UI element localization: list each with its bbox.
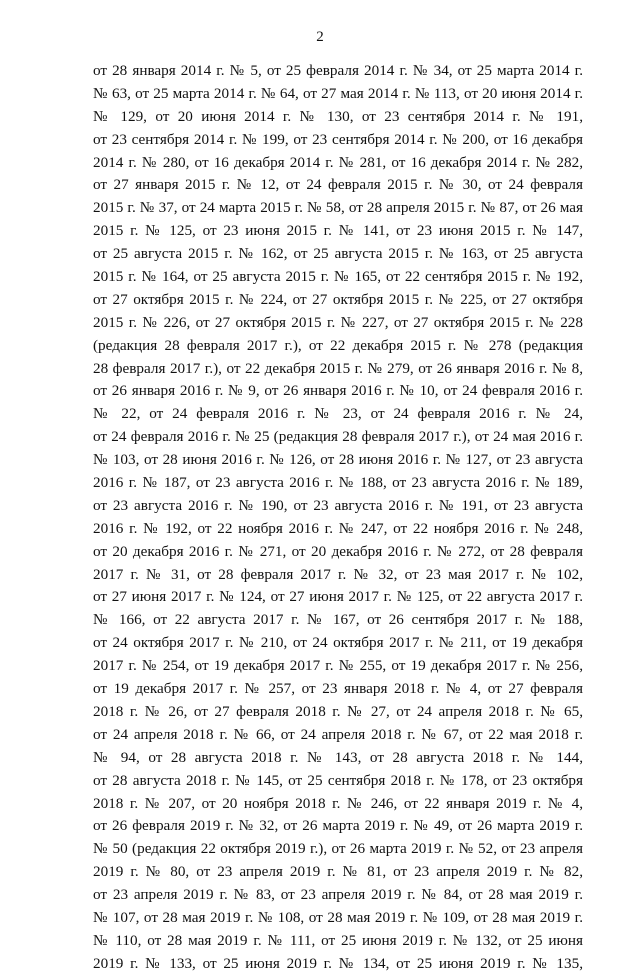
body-text	[93, 60, 583, 976]
text-line: от 27 июня 2017 г. № 124, от 27 июня 2017 г. № 125, от 22 августа 2017 г.	[93, 588, 583, 606]
text-line: от 19 декабря 2017 г. № 257, от 23 января 2018 г. № 4, от 27 февраля	[93, 680, 583, 698]
text-line: № 129, от 20 июня 2014 г. № 130, от 23 сентября 2014 г. № 191,	[93, 107, 583, 125]
text-line: (редакция 28 февраля 2017 г.), от 22 декабря 2015 г. № 278 (редакция	[93, 336, 583, 354]
text-line: от 28 января 2014 г. № 5, от 25 февраля 2014 г. № 34, от 25 марта 2014 г.	[93, 62, 583, 79]
text-line: 2015 г. № 37, от 24 марта 2015 г. № 58, от 28 апреля 2015 г. № 87, от 26 мая	[93, 199, 583, 217]
text-line: 2019 г. № 133, от 25 июня 2019 г. № 134, от 25 июня 2019 г. № 135,	[93, 954, 583, 972]
text-line: от 23 сентября 2014 г. № 199, от 23 сентября 2014 г. № 200, от 16 декабря	[93, 130, 583, 148]
text-line: 2016 г. № 187, от 23 августа 2016 г. № 188, от 23 августа 2016 г. № 189,	[93, 474, 583, 492]
text-line: 2018 г. № 207, от 20 ноября 2018 г. № 246, от 22 января 2019 г. № 4,	[93, 794, 583, 812]
text-line: от 24 апреля 2018 г. № 66, от 24 апреля 2018 г. № 67, от 22 мая 2018 г.	[93, 725, 583, 743]
text-line: 2016 г. № 192, от 22 ноября 2016 г. № 247, от 22 ноября 2016 г. № 248,	[93, 519, 583, 537]
text-line: от 27 октября 2015 г. № 224, от 27 октября 2015 г. № 225, от 27 октября	[93, 290, 583, 308]
text-line: 2018 г. № 26, от 27 февраля 2018 г. № 27, от 24 апреля 2018 г. № 65,	[93, 702, 583, 720]
text-line: от 25 августа 2015 г. № 162, от 25 августа 2015 г. № 163, от 25 августа	[93, 245, 583, 263]
text-line: 2015 г. № 164, от 25 августа 2015 г. № 165, от 22 сентября 2015 г. № 192,	[93, 268, 583, 286]
text-line: 2019 г. № 80, от 23 апреля 2019 г. № 81, от 23 апреля 2019 г. № 82,	[93, 863, 583, 881]
text-line: 2017 г. № 31, от 28 февраля 2017 г. № 32, от 23 мая 2017 г. № 102,	[93, 565, 583, 583]
text-line: № 107, от 28 мая 2019 г. № 108, от 28 мая 2019 г. № 109, от 28 мая 2019 г.	[93, 908, 583, 926]
text-line: от 24 октября 2017 г. № 210, от 24 октября 2017 г. № 211, от 19 декабря	[93, 634, 583, 652]
text-line: № 50 (редакция 22 октября 2019 г.), от 26 марта 2019 г. № 52, от 23 апреля	[93, 840, 583, 858]
text-line: 28 февраля 2017 г.), от 22 декабря 2015 г. № 279, от 26 января 2016 г. № 8,	[93, 359, 583, 377]
text-line: № 22, от 24 февраля 2016 г. № 23, от 24 февраля 2016 г. № 24,	[93, 405, 583, 423]
text-line: от 23 августа 2016 г. № 190, от 23 августа 2016 г. № 191, от 23 августа	[93, 496, 583, 514]
text-line: от 26 февраля 2019 г. № 32, от 26 марта 2019 г. № 49, от 26 марта 2019 г.	[93, 817, 583, 835]
text-line: № 110, от 28 мая 2019 г. № 111, от 25 июня 2019 г. № 132, от 25 июня	[93, 931, 583, 949]
page-number: 2	[316, 29, 324, 45]
text-line: 2015 г. № 125, от 23 июня 2015 г. № 141, от 23 июня 2015 г. № 147,	[93, 222, 583, 240]
text-line: от 26 января 2016 г. № 9, от 26 января 2016 г. № 10, от 24 февраля 2016 г.	[93, 382, 583, 400]
text-line: № 166, от 22 августа 2017 г. № 167, от 26 сентября 2017 г. № 188,	[93, 611, 583, 629]
text-line: от 27 января 2015 г. № 12, от 24 февраля 2015 г. № 30, от 24 февраля	[93, 176, 583, 194]
text-line: № 103, от 28 июня 2016 г. № 126, от 28 июня 2016 г. № 127, от 23 августа	[93, 451, 583, 469]
text-line: № 63, от 25 марта 2014 г. № 64, от 27 мая 2014 г. № 113, от 20 июня 2014 г.	[93, 84, 583, 102]
text-line: от 24 февраля 2016 г. № 25 (редакция 28 февраля 2017 г.), от 24 мая 2016 г.	[93, 428, 583, 446]
text-line: от 28 августа 2018 г. № 145, от 25 сентября 2018 г. № 178, от 23 октября	[93, 771, 583, 789]
text-line: от 20 декабря 2016 г. № 271, от 20 декабря 2016 г. № 272, от 28 февраля	[93, 542, 583, 560]
text-line: 2017 г. № 254, от 19 декабря 2017 г. № 255, от 19 декабря 2017 г. № 256,	[93, 657, 583, 675]
text-line: от 23 апреля 2019 г. № 83, от 23 апреля 2019 г. № 84, от 28 мая 2019 г.	[93, 886, 583, 904]
text-line: № 94, от 28 августа 2018 г. № 143, от 28 августа 2018 г. № 144,	[93, 748, 583, 766]
text-line: 2014 г. № 280, от 16 декабря 2014 г. № 281, от 16 декабря 2014 г. № 282,	[93, 153, 583, 171]
text-line: 2015 г. № 226, от 27 октября 2015 г. № 227, от 27 октября 2015 г. № 228	[93, 313, 583, 331]
